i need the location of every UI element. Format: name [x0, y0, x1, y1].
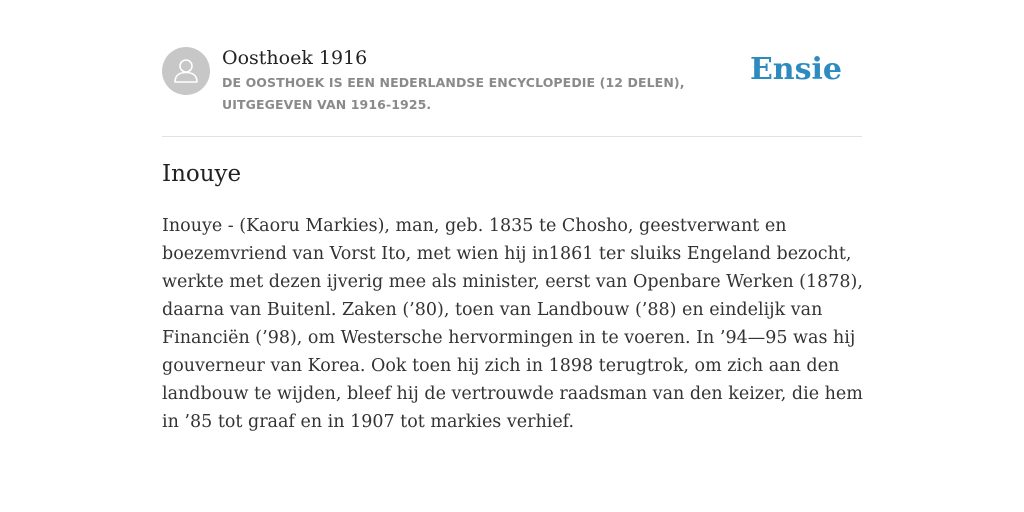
user-avatar-icon[interactable] [162, 47, 210, 95]
source-description: DE OOSTHOEK IS EEN NEDERLANDSE ENCYCLOPEDIE (12 DELEN), UITGEGEVEN VAN 1916-1925. [222, 75, 685, 112]
user-silhouette-icon [162, 47, 210, 95]
article [162, 158, 867, 436]
source-header [162, 44, 862, 137]
article-title: Inouye [162, 161, 242, 187]
ensie-logo-link[interactable]: Ensie [749, 52, 842, 87]
article-body: Inouye - (Kaoru Markies), man, geb. 1835 te Chosho, geestverwant en boezemvriend van Vorst Ito, met wien hij in1861 ter sluiks Engeland bezocht, werkte met dezen ijverig mee als minister, eerst van Openbare Werken (1878), daarna van Buitenl. Zaken (’80), toen van Landbouw (’88) en eindelijk van Financiën (’98), om Westersche hervormingen in te voeren. In ’94—95 was hij gouverneur van Korea. Ook toen hij zich in 1898 terugtrok, om zich aan den landbouw te wijden, bleef hij de vertrouwde raadsman van den keizer, die hem in ’85 tot graaf en in 1907 tot markies verhief. [162, 216, 863, 432]
source-name[interactable]: Oosthoek 1916 [222, 47, 368, 69]
